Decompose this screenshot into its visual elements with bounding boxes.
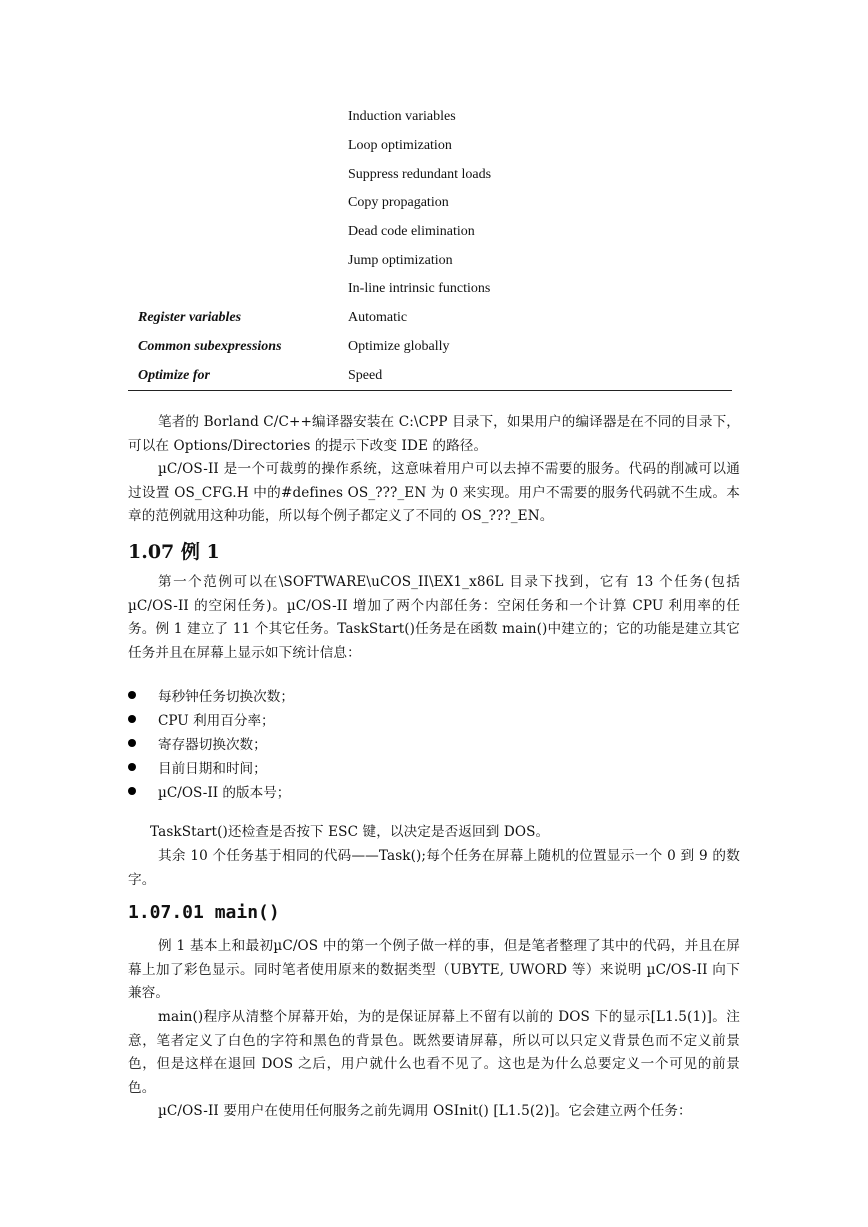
list-item: [128, 755, 294, 779]
option-value: Dead code elimination: [348, 224, 475, 240]
list-item: [128, 707, 294, 731]
option-value: Speed: [348, 367, 383, 383]
table-row: [128, 361, 732, 390]
option-value: In-line intrinsic functions: [348, 281, 491, 297]
bullet-icon: [128, 739, 136, 747]
table-row: [128, 160, 732, 189]
table-row: [128, 275, 732, 304]
option-name: Optimize for: [138, 367, 210, 383]
option-name: Register variables: [138, 310, 242, 326]
table-bottom-rule: [128, 390, 732, 391]
table-row: [128, 218, 732, 247]
compiler-options-table: [128, 103, 732, 390]
paragraph-compiler-path: 笔者的 Borland C/C++编译器安装在 C:\CPP 目录下，如果用户的编译器是在不同的目录下，可以在 Options/Directories 的提示下改变 IDE 的路径。: [128, 414, 740, 454]
option-name: Common subexpressions: [138, 338, 282, 354]
table-row: [128, 189, 732, 218]
paragraph-other-tasks: 其余 10 个任务基于相同的代码——Task();每个任务在屏幕上随机的位置显示一个 0 到 9 的数字。: [128, 848, 740, 888]
option-value: Loop optimization: [348, 138, 452, 154]
option-value: Jump optimization: [348, 252, 453, 268]
table-row: [128, 132, 732, 161]
paragraph-taskstart-esc: TaskStart()还检查是否按下 ESC 键，以决定是否返回到 DOS。: [150, 824, 550, 840]
paragraph-example-1: 第一个范例可以在\SOFTWARE\uCOS_II\EX1_x86L 目录下找到，它有 13 个任务(包括 µC/OS-II 的空闲任务)。µC/OS-II 增加了两个内部任务：空闲任务和一个计算 CPU 利用率的任务。例 1 建立了 11 个其它任务。TaskStart()任务是在函数 main()中建立的；它的功能是建立其它任务并且在屏幕上显示如下统计信息：: [128, 574, 740, 661]
paragraph-scalable-os: µC/OS-II 是一个可裁剪的操作系统，这意味着用户可以去掉不需要的服务。代码的削减可以通过设置 OS_CFG.H 中的#defines OS_???_EN 为 0 来实现。用户不需要的服务代码就不生成。本章的范例就用这种功能，所以每个例子都定义了不同的 OS_???_EN。: [128, 461, 740, 524]
statistics-list: [128, 683, 294, 803]
list-item-text: 寄存器切换次数；: [158, 737, 267, 753]
table-row: [128, 304, 732, 333]
list-item: [128, 731, 294, 755]
list-item-text: 目前日期和时间；: [158, 761, 267, 777]
option-value: Copy propagation: [348, 195, 449, 211]
list-item-text: µC/OS-II 的版本号；: [158, 785, 291, 801]
list-item: [128, 779, 294, 803]
bullet-icon: [128, 787, 136, 795]
section-heading-1-07-01: 1.07.01 main(): [128, 902, 280, 923]
table-row: [128, 103, 732, 132]
option-value: Automatic: [348, 310, 408, 326]
option-value: Optimize globally: [348, 338, 450, 354]
bullet-icon: [128, 763, 136, 771]
option-value: Suppress redundant loads: [348, 166, 492, 182]
bullet-icon: [128, 715, 136, 723]
table-row: [128, 246, 732, 275]
paragraph-main-overview: 例 1 基本上和最初µC/OS 中的第一个例子做一样的事，但是笔者整理了其中的代码，并且在屏幕上加了彩色显示。同时笔者使用原来的数据类型（UBYTE, UWORD 等）来说明 µC/OS-II 向下兼容。: [128, 938, 740, 1001]
option-value: Induction variables: [348, 109, 456, 125]
bullet-icon: [128, 691, 136, 699]
list-item-text: CPU 利用百分率；: [158, 713, 275, 729]
section-heading-1-07: 1.07 例 1: [128, 541, 220, 563]
list-item-text: 每秒钟任务切换次数；: [158, 689, 294, 705]
table-row: [128, 333, 732, 362]
list-item: [128, 683, 294, 707]
paragraph-osinit: µC/OS-II 要用户在使用任何服务之前先调用 OSInit() [L1.5(2)]。它会建立两个任务：: [158, 1103, 692, 1119]
paragraph-clear-screen: main()程序从清整个屏幕开始，为的是保证屏幕上不留有以前的 DOS 下的显示[L1.5(1)]。注意，笔者定义了白色的字符和黑色的背景色。既然要请屏幕，所以可以只定义背景色而不定义前景色，但是这样在退回 DOS 之后，用户就什么也看不见了。这也是为什么总要定义一个可见的前景色。: [128, 1009, 740, 1096]
